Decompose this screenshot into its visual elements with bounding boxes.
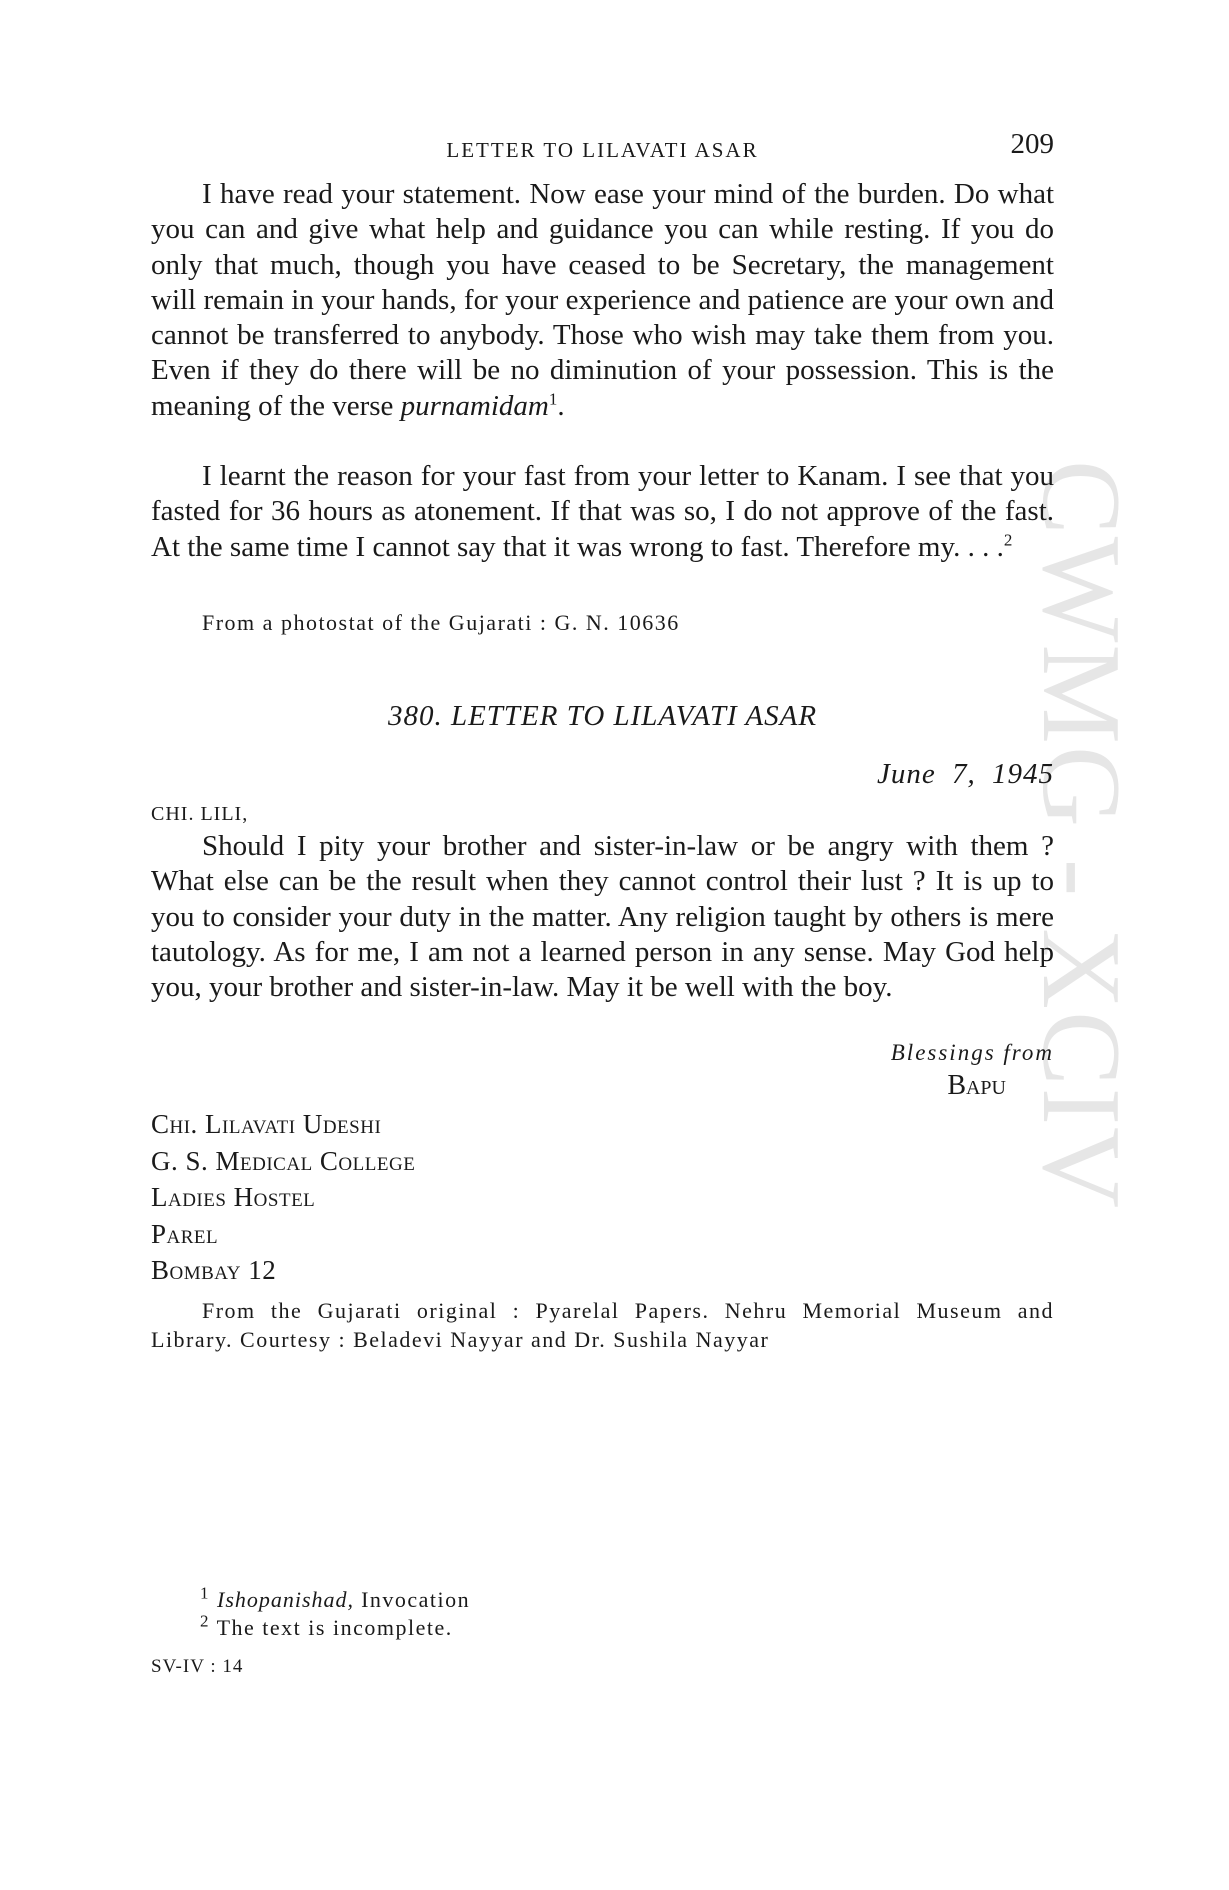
previous-letter-paragraph-2 bbox=[151, 459, 1054, 565]
footnote-text: The text is incomplete. bbox=[210, 1615, 453, 1640]
address-line: Ladies Hostel bbox=[151, 1182, 316, 1212]
running-head-title: LETTER TO LILAVATI ASAR bbox=[446, 138, 759, 162]
footnote-marker: 2 bbox=[200, 1611, 210, 1631]
address-line: Chi. Lilavati Udeshi bbox=[151, 1109, 382, 1139]
letter-source: From the Gujarati original : Pyarelal Papers. Nehru Memorial Museum and Library. Courtesy : Beladevi Nayyar and Dr. Sushila Nayyar bbox=[151, 1298, 1054, 1352]
verse-name: purnamidam bbox=[400, 389, 549, 422]
footnote-ref-1: 1 bbox=[548, 389, 558, 409]
paragraph-text: I learnt the reason for your fast from your letter to Kanam. I see that you fasted for 36 hours as atonement. If that was so, I do not approve of the fast. At the same time I cannot say that it was wrong to fast. Therefore my. . . . bbox=[151, 460, 1054, 563]
paragraph-end: . bbox=[557, 389, 565, 422]
footnote-title: Ishopanishad, bbox=[217, 1587, 355, 1612]
footnote-text: Invocation bbox=[354, 1587, 471, 1612]
footnotes bbox=[200, 1583, 471, 1642]
address-line: Bombay 12 bbox=[151, 1255, 277, 1285]
letter-date: June 7, 1945 bbox=[877, 758, 1054, 790]
salutation: CHI. LILI, bbox=[151, 803, 249, 825]
closing: Blessings from bbox=[890, 1040, 1054, 1065]
footnote-ref-2: 2 bbox=[1003, 529, 1013, 549]
letter-heading: 380. LETTER TO LILAVATI ASAR bbox=[387, 700, 818, 732]
signature-mark: SV-IV : 14 bbox=[151, 1656, 244, 1677]
previous-letter-source: From a photostat of the Gujarati : G. N. 10636 bbox=[202, 610, 680, 635]
previous-letter-paragraph-1 bbox=[151, 177, 1054, 424]
footnote-1 bbox=[200, 1583, 471, 1614]
watermark-text: CWMG - XCIV bbox=[1019, 460, 1143, 1210]
footnote-2 bbox=[200, 1611, 470, 1642]
footnote-marker: 1 bbox=[200, 1583, 210, 1603]
address-line: Parel bbox=[151, 1218, 219, 1249]
running-head bbox=[151, 128, 1054, 168]
address-line: G. S. Medical College bbox=[151, 1145, 416, 1176]
address-block bbox=[151, 1106, 415, 1289]
paragraph-text: I have read your statement. Now ease your mind of the burden. Do what you can and give what help and guidance you can while resting. If you do only that much, though you have ceased to be Secretary, the management will remain in your hands, for your experience and patience are your own and cannot be transferred to anybody. Those who wish may take them from you. Even if they do there will be no diminution of your possession. This is the meaning of the verse bbox=[151, 178, 1054, 422]
page-number: 209 bbox=[1010, 128, 1054, 160]
letter-body: Should I pity your brother and sister-in-law or be angry with them ? What else can be the result when they cannot control their lust ? It is up to you to consider your duty in the matter. Any religion taught by others is mere tautology. As for me, I am not a learned person in any sense. May God help you, your brother and sister-in-law. May it be well with the boy. bbox=[151, 830, 1054, 1004]
signer: Bapu bbox=[947, 1070, 1006, 1101]
